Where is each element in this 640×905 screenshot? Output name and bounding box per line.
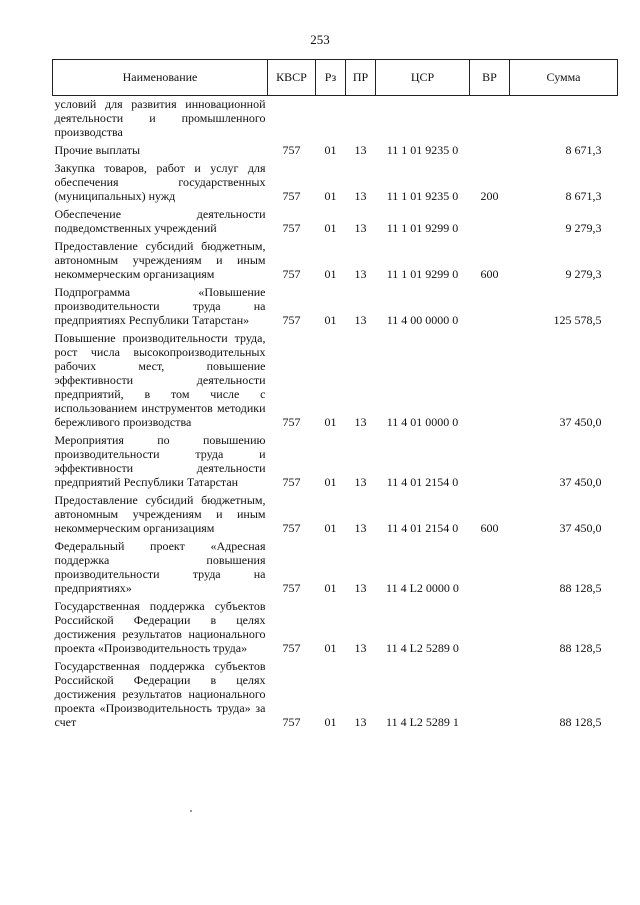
table-row xyxy=(53,658,618,732)
cell-vr xyxy=(470,330,510,432)
cell-vr xyxy=(470,598,510,658)
cell-csr xyxy=(376,96,470,143)
table-row xyxy=(53,160,618,206)
cell-kvsr: 757 xyxy=(282,189,301,203)
cell-csr: 11 4 01 2154 0 xyxy=(386,521,459,535)
cell-rz: 01 xyxy=(324,143,337,157)
cell-vr: 200 xyxy=(480,189,499,203)
cell-kvsr: 757 xyxy=(282,641,301,655)
cell-sum: 37 450,0 xyxy=(559,521,602,535)
cell-kvsr: 757 xyxy=(282,715,301,729)
cell-sum: 88 128,5 xyxy=(559,581,602,595)
cell-name: Прочие выплаты xyxy=(54,143,141,157)
cell-sum: 88 128,5 xyxy=(559,715,602,729)
cell-kvsr: 757 xyxy=(282,313,301,327)
cell-sum: 9 279,3 xyxy=(565,267,602,281)
table-row xyxy=(53,96,618,143)
cell-rz: 01 xyxy=(324,581,337,595)
cell-name: Мероприятия по повышению производительности труда и эффективности деятельности предприятий Республики Татарстан xyxy=(54,433,266,489)
cell-name: условий для развития инновационной деятельности и промышленного производства xyxy=(54,97,266,139)
cell-name: Государственная поддержка субъектов Российской Федерации в целях достижения результатов национального проекта «Производительность труда» за счет xyxy=(54,659,266,729)
cell-csr: 11 4 L2 5289 0 xyxy=(386,641,459,655)
cell-kvsr: 757 xyxy=(282,143,301,157)
cell-name: Предоставление субсидий бюджетным, автономным учреждениям и иным некоммерческим организациям xyxy=(54,493,266,535)
cell-pr: 13 xyxy=(354,221,367,235)
cell-vr: 600 xyxy=(480,267,499,281)
cell-pr: 13 xyxy=(354,475,367,489)
cell-kvsr: 757 xyxy=(282,221,301,235)
cell-vr xyxy=(470,142,510,160)
cell-name: Подпрограмма «Повышение производительности труда на предприятиях Республики Татарстан» xyxy=(54,285,266,327)
cell-pr: 13 xyxy=(354,415,367,429)
budget-table xyxy=(52,59,618,732)
cell-vr xyxy=(470,206,510,238)
table-body xyxy=(53,96,618,733)
cell-name: Федеральный проект «Адресная поддержка повышения производительности труда на предприятиях» xyxy=(54,539,266,595)
cell-kvsr: 757 xyxy=(282,581,301,595)
cell-pr: 13 xyxy=(354,143,367,157)
cell-kvsr xyxy=(268,96,316,143)
cell-sum xyxy=(510,96,618,143)
table-row xyxy=(53,538,618,598)
cell-rz: 01 xyxy=(324,521,337,535)
cell-csr: 11 4 L2 0000 0 xyxy=(386,581,459,595)
table-row xyxy=(53,206,618,238)
cell-kvsr: 757 xyxy=(282,267,301,281)
cell-vr xyxy=(470,432,510,492)
cell-pr: 13 xyxy=(354,581,367,595)
cell-pr: 13 xyxy=(354,189,367,203)
cell-name: Государственная поддержка субъектов Российской Федерации в целях достижения результатов национального проекта «Производительность труда» xyxy=(54,599,266,655)
scan-speck xyxy=(190,810,192,812)
cell-vr xyxy=(470,538,510,598)
cell-name: Повышение производительности труда, рост числа высокопроизводительных рабочих мест, повышение эффективности деятельности предприятий, в том числе с использованием инструментов методики бережливого производства xyxy=(54,331,266,429)
cell-kvsr: 757 xyxy=(282,475,301,489)
cell-csr: 11 4 L2 5289 1 xyxy=(386,715,459,729)
cell-pr: 13 xyxy=(354,715,367,729)
header-csr: ЦСР xyxy=(376,60,470,96)
table-row xyxy=(53,492,618,538)
header-pr: ПР xyxy=(346,60,376,96)
cell-csr: 11 4 00 0000 0 xyxy=(386,313,459,327)
table-header-row xyxy=(53,60,618,96)
cell-csr: 11 1 01 9299 0 xyxy=(386,221,459,235)
cell-rz: 01 xyxy=(324,415,337,429)
table-row xyxy=(53,142,618,160)
cell-sum: 37 450,0 xyxy=(559,475,602,489)
cell-pr xyxy=(346,96,376,143)
cell-csr: 11 1 01 9235 0 xyxy=(386,189,459,203)
cell-kvsr: 757 xyxy=(282,415,301,429)
cell-name: Предоставление субсидий бюджетным, автономным учреждениям и иным некоммерческим организациям xyxy=(54,239,266,281)
cell-sum: 37 450,0 xyxy=(559,415,602,429)
cell-sum: 9 279,3 xyxy=(565,221,602,235)
cell-csr: 11 1 01 9299 0 xyxy=(386,267,459,281)
cell-rz: 01 xyxy=(324,189,337,203)
cell-name: Обеспечение деятельности подведомственных учреждений xyxy=(54,207,266,235)
cell-vr xyxy=(470,96,510,143)
cell-sum: 8 671,3 xyxy=(565,189,602,203)
cell-rz: 01 xyxy=(324,313,337,327)
cell-pr: 13 xyxy=(354,267,367,281)
cell-vr: 600 xyxy=(480,521,499,535)
cell-csr: 11 4 01 2154 0 xyxy=(386,475,459,489)
table-row xyxy=(53,330,618,432)
table-row xyxy=(53,598,618,658)
cell-sum: 125 578,5 xyxy=(553,313,602,327)
cell-vr xyxy=(470,284,510,330)
cell-csr: 11 1 01 9235 0 xyxy=(386,143,459,157)
cell-vr xyxy=(470,658,510,732)
cell-rz xyxy=(316,96,346,143)
cell-pr: 13 xyxy=(354,313,367,327)
cell-rz: 01 xyxy=(324,641,337,655)
table-row xyxy=(53,432,618,492)
cell-name: Закупка товаров, работ и услуг для обеспечения государственных (муниципальных) нужд xyxy=(54,161,266,203)
cell-sum: 88 128,5 xyxy=(559,641,602,655)
header-name: Наименование xyxy=(53,60,268,96)
cell-rz: 01 xyxy=(324,221,337,235)
cell-rz: 01 xyxy=(324,715,337,729)
cell-csr: 11 4 01 0000 0 xyxy=(386,415,459,429)
cell-pr: 13 xyxy=(354,641,367,655)
cell-kvsr: 757 xyxy=(282,521,301,535)
table-row xyxy=(53,238,618,284)
cell-sum: 8 671,3 xyxy=(565,143,602,157)
header-vr: ВР xyxy=(470,60,510,96)
header-sum: Сумма xyxy=(510,60,618,96)
header-kvsr: КВСР xyxy=(268,60,316,96)
table-row xyxy=(53,284,618,330)
header-rz: Рз xyxy=(316,60,346,96)
cell-rz: 01 xyxy=(324,475,337,489)
cell-pr: 13 xyxy=(354,521,367,535)
page-number: 253 xyxy=(310,32,330,47)
cell-rz: 01 xyxy=(324,267,337,281)
